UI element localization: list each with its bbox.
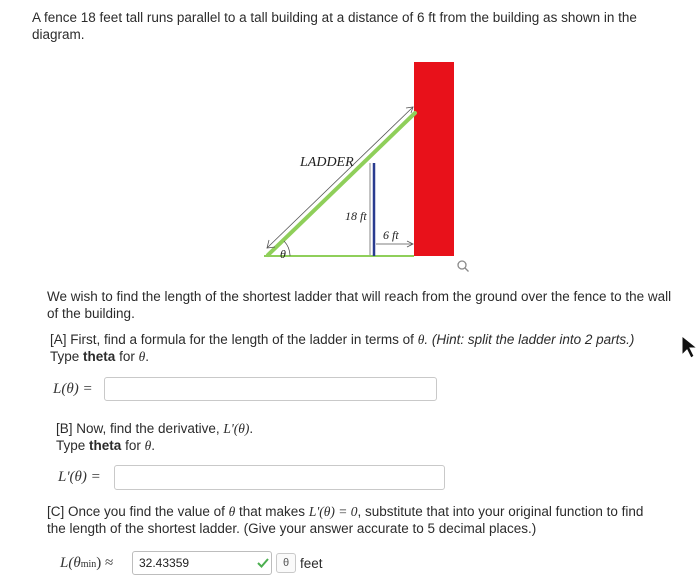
part-c-lhs-l: L(θ: [60, 555, 81, 571]
ladder-label: LADDER: [300, 155, 354, 170]
part-b-type: Type: [56, 438, 86, 453]
part-b-text: [B] Now, find the derivative,: [56, 421, 220, 436]
problem-intro-line1: A fence 18 feet tall runs parallel to a tall building at a distance of 6 ft from the building as shown in the: [32, 10, 637, 25]
building: [414, 62, 454, 256]
part-c-rest: , substitute that into your original function to find: [357, 504, 644, 519]
search-icon[interactable]: [456, 259, 470, 273]
part-c-line2: the length of the shortest ladder. (Give your answer accurate to 5 decimal places.): [47, 521, 537, 536]
part-b-for: for: [125, 438, 141, 453]
fence-ladder-diagram: [250, 55, 480, 270]
problem-goal-line2: of the building.: [47, 306, 135, 321]
part-b-period-2: .: [151, 438, 156, 453]
part-b-theta-symbol: θ: [144, 438, 152, 453]
part-c-line1: [47, 503, 692, 520]
theta-badge-button[interactable]: θ: [276, 553, 296, 573]
ladder-arrow: [267, 107, 413, 248]
part-a-type: Type: [50, 349, 80, 364]
part-c-lhs-sub: min: [80, 559, 97, 570]
angle-label: θ: [280, 247, 286, 261]
part-c-condition: L'(θ) = 0: [308, 504, 358, 519]
part-b-theta-keyword: theta: [89, 438, 122, 453]
cursor-icon: [681, 335, 700, 359]
part-b-period: .: [249, 421, 254, 436]
fence-height-label: 18 ft: [345, 209, 367, 223]
part-b-answer-input[interactable]: [114, 465, 445, 490]
part-c-makes: that makes: [239, 504, 306, 519]
part-b-line2: [56, 437, 686, 454]
part-a-for: for: [119, 349, 135, 364]
part-b-instructions: [56, 420, 686, 454]
problem-intro-line2: diagram.: [32, 27, 85, 42]
part-c-instructions: [47, 503, 692, 537]
part-a-line1: [50, 331, 680, 348]
part-a-line2: [50, 348, 680, 365]
part-b-lhs: L'(θ) =: [58, 469, 101, 485]
part-a-instructions: [50, 331, 680, 365]
part-c-text: [C] Once you find the value of: [47, 504, 225, 519]
problem-goal-line1: We wish to find the length of the shortest ladder that will reach from the ground over the fence to the wall: [47, 289, 672, 304]
part-a-theta-keyword: theta: [83, 349, 116, 364]
part-c-unit: feet: [300, 556, 323, 571]
part-a-hint: . (Hint: split the ladder into 2 parts.): [424, 332, 635, 347]
problem-intro: [32, 9, 682, 43]
part-b-derivative: L'(θ): [223, 421, 250, 436]
part-b-line1: [56, 420, 686, 437]
part-c-lhs-end: ) ≈: [96, 555, 114, 571]
part-a-theta-symbol: θ: [138, 349, 146, 364]
check-icon: [256, 556, 270, 570]
part-c-lhs: [60, 555, 113, 572]
part-a-answer-input[interactable]: [104, 377, 437, 401]
part-a-text: [A] First, find a formula for the length of the ladder in terms of: [50, 332, 414, 347]
problem-goal: [47, 288, 687, 322]
part-c-theta: θ: [228, 504, 236, 519]
part-c-answer-input[interactable]: [132, 551, 272, 575]
part-a-theta: θ: [417, 332, 425, 347]
gap-label: 6 ft: [383, 228, 399, 242]
part-a-lhs: L(θ) =: [53, 381, 93, 397]
part-a-period: .: [145, 349, 150, 364]
